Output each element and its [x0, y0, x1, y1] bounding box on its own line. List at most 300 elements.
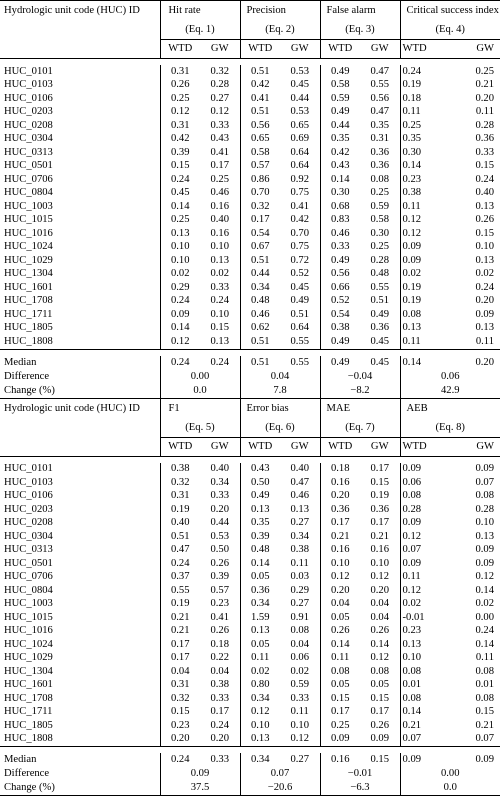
- sub-column-header: GW: [280, 437, 320, 456]
- metric-header: Hit rate: [160, 1, 240, 22]
- value-cell: 0.62: [240, 322, 280, 336]
- value-cell: 0.32: [210, 65, 230, 77]
- value-cell: 0.38: [210, 679, 230, 691]
- value-cell: 0.12: [320, 571, 360, 585]
- sub-column-header: WTD: [320, 40, 360, 59]
- value-cell: 0.70: [290, 227, 310, 239]
- value-cell: 0.13: [240, 503, 280, 517]
- huc-id-cell: HUC_1601: [4, 281, 53, 293]
- value-cell: 0.25: [400, 119, 450, 133]
- difference-value: 0.00: [400, 767, 500, 781]
- table-row: [0, 308, 500, 322]
- value-cell: 0.11: [400, 335, 450, 349]
- table-row: [0, 503, 500, 517]
- value-cell: 0.33: [475, 146, 494, 158]
- value-cell: 0.33: [290, 692, 310, 704]
- value-cell: 0.46: [290, 490, 310, 502]
- value-cell: 0.25: [370, 187, 390, 199]
- value-cell: 0.51: [240, 335, 280, 349]
- value-cell: 0.01: [400, 679, 450, 693]
- value-cell: 0.17: [370, 517, 390, 529]
- value-cell: 0.15: [160, 706, 200, 720]
- value-cell: 0.57: [210, 584, 230, 596]
- value-cell: 0.36: [475, 133, 494, 145]
- value-cell: 0.15: [160, 160, 200, 174]
- value-cell: 0.08: [400, 665, 450, 679]
- value-cell: 0.08: [320, 665, 360, 679]
- change-value: −6.3: [320, 781, 400, 796]
- id-column-header: Hydrologic unit code (HUC) ID: [0, 1, 160, 22]
- difference-value: 0.00: [160, 370, 240, 384]
- value-cell: 0.72: [290, 254, 310, 266]
- value-cell: 0.25: [370, 241, 390, 253]
- huc-id-cell: HUC_1304: [4, 665, 53, 677]
- huc-id-cell: HUC_1805: [4, 719, 53, 731]
- value-cell: 0.10: [210, 308, 230, 320]
- value-cell: 0.69: [290, 133, 310, 145]
- value-cell: 0.09: [400, 254, 450, 268]
- value-cell: 0.33: [210, 490, 230, 502]
- value-cell: 0.02: [160, 268, 200, 282]
- value-cell: 0.38: [320, 322, 360, 336]
- value-cell: 0.10: [210, 241, 230, 253]
- value-cell: 0.47: [290, 476, 310, 488]
- value-cell: 0.53: [290, 106, 310, 118]
- value-cell: 0.05: [320, 679, 360, 693]
- table-row: [0, 571, 500, 585]
- value-cell: 0.06: [400, 476, 450, 490]
- change-value: −20.6: [240, 781, 320, 796]
- value-cell: 0.05: [320, 611, 360, 625]
- blank-cell: [0, 21, 160, 40]
- metric-header: MAE: [320, 398, 400, 419]
- value-cell: 0.12: [400, 214, 450, 228]
- value-cell: 0.12: [160, 335, 200, 349]
- value-cell: 0.31: [160, 490, 200, 504]
- value-cell: 0.39: [210, 571, 230, 583]
- value-cell: 0.20: [160, 733, 200, 747]
- value-cell: 0.46: [240, 308, 280, 322]
- value-cell: 0.43: [210, 133, 230, 145]
- metric-header: False alarm: [320, 1, 400, 22]
- huc-id-cell: HUC_0501: [4, 160, 53, 172]
- value-cell: 0.55: [280, 335, 320, 349]
- value-cell: 0.15: [475, 227, 494, 239]
- value-cell: 0.55: [160, 584, 200, 598]
- equation-label: (Eq. 5): [160, 419, 240, 438]
- value-cell: 0.51: [290, 308, 310, 320]
- difference-value: −0.01: [320, 767, 400, 781]
- value-cell: 0.51: [240, 106, 280, 120]
- sub-column-header: WTD: [160, 40, 200, 59]
- huc-id-cell: HUC_0304: [4, 133, 53, 145]
- table-row: [0, 692, 500, 706]
- huc-id-cell: HUC_0101: [4, 65, 53, 77]
- value-cell: 0.10: [160, 254, 200, 268]
- value-cell: 0.10: [475, 241, 494, 253]
- equation-label: (Eq. 8): [400, 419, 500, 438]
- value-cell: 0.09: [475, 308, 494, 320]
- value-cell: 0.12: [400, 584, 450, 598]
- value-cell: 0.58: [240, 146, 280, 160]
- value-cell: 0.45: [160, 187, 200, 201]
- huc-id-cell: HUC_1708: [4, 692, 53, 704]
- value-cell: 0.66: [320, 281, 360, 295]
- value-cell: 0.06: [290, 652, 310, 664]
- value-cell: 0.51: [160, 530, 200, 544]
- value-cell: 0.17: [240, 214, 280, 228]
- table-row: [0, 187, 500, 201]
- value-cell: 0.21: [160, 611, 200, 625]
- value-cell: 0.15: [475, 160, 494, 172]
- equation-label: (Eq. 2): [240, 21, 320, 40]
- difference-value: 0.07: [240, 767, 320, 781]
- change-value: 0.0: [160, 384, 240, 399]
- block1-equation-row: [0, 21, 500, 40]
- table-row: [0, 268, 500, 282]
- value-cell: 0.40: [290, 463, 310, 475]
- value-cell: 0.11: [400, 106, 450, 120]
- value-cell: 0.21: [320, 530, 360, 544]
- huc-id-cell: HUC_0106: [4, 92, 53, 104]
- value-cell: 0.02: [210, 268, 230, 280]
- value-cell: 0.40: [210, 214, 230, 226]
- table-row: [0, 322, 500, 336]
- median-value: 0.51: [240, 356, 280, 370]
- change-value: 7.8: [240, 384, 320, 399]
- value-cell: 0.11: [400, 571, 450, 585]
- difference-value: −0.04: [320, 370, 400, 384]
- change-label: Change (%): [0, 781, 160, 796]
- value-cell: 0.53: [210, 530, 230, 542]
- value-cell: 0.24: [475, 173, 494, 185]
- huc-id-cell: HUC_0804: [4, 584, 53, 596]
- value-cell: 0.08: [370, 173, 390, 185]
- sub-column-header: WTD: [400, 40, 450, 59]
- block1-subheader-row: [0, 40, 500, 59]
- value-cell: 0.10: [320, 557, 360, 571]
- value-cell: 0.08: [475, 692, 494, 704]
- huc-id-cell: HUC_0501: [4, 557, 53, 569]
- value-cell: 0.26: [475, 214, 494, 226]
- value-cell: 0.15: [370, 476, 390, 488]
- value-cell: 0.12: [160, 106, 200, 120]
- value-cell: 0.02: [240, 665, 280, 679]
- value-cell: 0.34: [290, 530, 310, 542]
- value-cell: 0.04: [290, 638, 310, 650]
- value-cell: 0.64: [290, 146, 310, 158]
- value-cell: 0.11: [400, 200, 450, 214]
- value-cell: 0.26: [320, 625, 360, 639]
- table-row: [0, 241, 500, 255]
- value-cell: 0.50: [240, 476, 280, 490]
- value-cell: 0.30: [370, 227, 390, 239]
- equation-label: (Eq. 4): [400, 21, 500, 40]
- value-cell: 0.21: [370, 530, 390, 542]
- median-row: [0, 753, 500, 767]
- value-cell: 0.52: [290, 268, 310, 280]
- value-cell: 0.24: [210, 719, 230, 731]
- value-cell: 0.28: [400, 503, 450, 517]
- value-cell: 0.75: [290, 241, 310, 253]
- huc-id-cell: HUC_1029: [4, 652, 53, 664]
- value-cell: 0.23: [210, 598, 230, 610]
- value-cell: 0.49: [320, 254, 360, 268]
- median-value: 0.09: [400, 753, 450, 767]
- value-cell: 0.58: [370, 214, 390, 226]
- value-cell: 0.20: [320, 490, 360, 504]
- table-row: [0, 476, 500, 490]
- value-cell: 0.13: [400, 322, 450, 336]
- value-cell: 0.24: [160, 173, 200, 187]
- value-cell: 0.48: [240, 544, 280, 558]
- value-cell: 0.02: [475, 268, 494, 280]
- value-cell: 0.13: [290, 503, 310, 515]
- value-cell: 0.43: [240, 463, 280, 477]
- value-cell: 0.56: [240, 119, 280, 133]
- value-cell: 0.38: [160, 463, 200, 477]
- equation-label: (Eq. 7): [320, 419, 400, 438]
- value-cell: 0.59: [290, 679, 310, 691]
- table-row: [0, 200, 500, 214]
- sub-column-header: GW: [360, 40, 400, 59]
- huc-id-cell: HUC_0101: [4, 463, 53, 475]
- median-value: 0.09: [475, 754, 494, 765]
- value-cell: 0.02: [475, 598, 494, 610]
- value-cell: 0.07: [400, 733, 450, 747]
- value-cell: 0.14: [320, 638, 360, 652]
- difference-row: [0, 767, 500, 781]
- value-cell: 0.35: [320, 133, 360, 147]
- value-cell: 0.32: [160, 476, 200, 490]
- table-row: [0, 65, 500, 79]
- value-cell: 0.20: [320, 584, 360, 598]
- value-cell: 0.23: [400, 173, 450, 187]
- value-cell: 0.17: [370, 463, 390, 475]
- value-cell: 0.09: [475, 544, 494, 556]
- table-row: [0, 106, 500, 120]
- blank-cell: [0, 437, 160, 456]
- value-cell: 0.14: [400, 160, 450, 174]
- value-cell: 0.26: [160, 79, 200, 93]
- block2-equation-row: [0, 419, 500, 438]
- value-cell: 0.10: [475, 517, 494, 529]
- value-cell: 0.53: [290, 65, 310, 77]
- value-cell: 0.14: [160, 322, 200, 336]
- value-cell: 0.20: [210, 503, 230, 515]
- huc-id-cell: HUC_1016: [4, 227, 53, 239]
- value-cell: 0.19: [160, 598, 200, 612]
- huc-id-cell: HUC_1024: [4, 241, 53, 253]
- huc-id-cell: HUC_0313: [4, 146, 53, 158]
- median-value: 0.14: [400, 356, 450, 370]
- value-cell: 0.07: [475, 476, 494, 488]
- value-cell: 0.13: [475, 322, 494, 334]
- value-cell: 0.23: [160, 719, 200, 733]
- value-cell: 0.39: [160, 146, 200, 160]
- huc-id-cell: HUC_1808: [0, 733, 160, 747]
- table-row: [0, 79, 500, 93]
- difference-label: Difference: [4, 370, 50, 382]
- block2-header-row: [0, 398, 500, 419]
- value-cell: 0.17: [210, 160, 230, 172]
- value-cell: 0.09: [400, 557, 450, 571]
- median-value: 0.20: [475, 356, 494, 368]
- table-row: [0, 146, 500, 160]
- value-cell: 0.57: [240, 160, 280, 174]
- value-cell: 0.31: [370, 133, 390, 145]
- huc-id-cell: HUC_1711: [4, 706, 53, 718]
- value-cell: 0.24: [400, 65, 450, 79]
- table-row: [0, 638, 500, 652]
- value-cell: 0.67: [240, 241, 280, 255]
- value-cell: 0.64: [290, 160, 310, 172]
- value-cell: 0.70: [240, 187, 280, 201]
- value-cell: 0.20: [370, 584, 390, 596]
- value-cell: 0.20: [200, 733, 240, 747]
- metric-header: AEB: [400, 398, 500, 419]
- table-row: [0, 173, 500, 187]
- value-cell: 0.32: [160, 692, 200, 706]
- blank-cell: [0, 419, 160, 438]
- value-cell: 0.36: [370, 146, 390, 158]
- median-value: 0.24: [210, 356, 230, 368]
- value-cell: 0.08: [290, 625, 310, 637]
- value-cell: 0.19: [400, 79, 450, 93]
- change-label: Change (%): [0, 384, 160, 399]
- value-cell: 0.64: [290, 322, 310, 334]
- value-cell: 0.48: [240, 295, 280, 309]
- median-value: 0.34: [240, 753, 280, 767]
- table-row: [0, 214, 500, 228]
- value-cell: 0.13: [475, 530, 494, 542]
- sub-column-header: WTD: [160, 437, 200, 456]
- value-cell: 0.49: [320, 335, 360, 349]
- value-cell: 0.36: [370, 322, 390, 334]
- value-cell: 0.29: [290, 584, 310, 596]
- huc-id-cell: HUC_0203: [4, 106, 53, 118]
- value-cell: 0.19: [160, 503, 200, 517]
- huc-id-cell: HUC_1304: [4, 268, 53, 280]
- change-row: [0, 781, 500, 796]
- value-cell: 0.28: [370, 254, 390, 266]
- value-cell: 0.42: [320, 146, 360, 160]
- value-cell: 0.15: [210, 322, 230, 334]
- table-row: [0, 544, 500, 558]
- value-cell: 0.26: [370, 719, 390, 731]
- huc-id-cell: HUC_0208: [4, 119, 53, 131]
- value-cell: 0.56: [370, 92, 390, 104]
- median-label: Median: [4, 356, 37, 368]
- value-cell: 0.75: [290, 187, 310, 199]
- value-cell: 0.59: [320, 92, 360, 106]
- value-cell: 0.36: [370, 160, 390, 172]
- table-row: [0, 719, 500, 733]
- value-cell: 0.50: [210, 544, 230, 556]
- huc-id-cell: HUC_0706: [4, 173, 53, 185]
- value-cell: 0.26: [210, 625, 230, 637]
- value-cell: 0.12: [370, 571, 390, 583]
- value-cell: 0.45: [290, 79, 310, 91]
- value-cell: 0.10: [290, 719, 310, 731]
- huc-id-cell: HUC_0706: [4, 571, 53, 583]
- value-cell: 0.02: [290, 665, 310, 677]
- value-cell: 0.22: [210, 652, 230, 664]
- value-cell: 0.20: [475, 92, 494, 104]
- huc-id-cell: HUC_1029: [4, 254, 53, 266]
- value-cell: 0.12: [400, 530, 450, 544]
- value-cell: 0.09: [475, 463, 494, 475]
- value-cell: 0.65: [290, 119, 310, 131]
- value-cell: 0.09: [400, 241, 450, 255]
- value-cell: 0.38: [400, 187, 450, 201]
- huc-id-cell: HUC_0103: [4, 476, 53, 488]
- value-cell: 0.34: [240, 598, 280, 612]
- value-cell: 0.24: [475, 625, 494, 637]
- value-cell: 0.40: [475, 187, 494, 199]
- table-row: [0, 530, 500, 544]
- value-cell: 0.02: [400, 598, 450, 612]
- equation-label: (Eq. 6): [240, 419, 320, 438]
- value-cell: 0.41: [210, 611, 230, 623]
- table-row: [0, 706, 500, 720]
- median-value: 0.24: [160, 356, 200, 370]
- value-cell: 0.09: [400, 463, 450, 477]
- sub-column-header: GW: [450, 40, 500, 59]
- table-row: [0, 335, 500, 349]
- table-row: [0, 679, 500, 693]
- table-row: [0, 92, 500, 106]
- value-cell: 0.25: [475, 65, 494, 77]
- value-cell: 0.34: [210, 476, 230, 488]
- value-cell: 0.09: [475, 557, 494, 569]
- value-cell: 0.16: [210, 200, 230, 212]
- huc-id-cell: HUC_1711: [4, 308, 53, 320]
- value-cell: 0.03: [290, 571, 310, 583]
- value-cell: 0.46: [320, 227, 360, 241]
- median-row: [0, 356, 500, 370]
- value-cell: 0.13: [240, 733, 280, 747]
- value-cell: 0.12: [240, 706, 280, 720]
- value-cell: 0.30: [400, 146, 450, 160]
- value-cell: 0.24: [160, 295, 200, 309]
- value-cell: 0.09: [400, 517, 450, 531]
- value-cell: 0.54: [240, 227, 280, 241]
- huc-id-cell: HUC_1015: [4, 214, 53, 226]
- value-cell: 0.13: [160, 227, 200, 241]
- value-cell: 0.31: [160, 679, 200, 693]
- huc-id-cell: HUC_0208: [4, 517, 53, 529]
- change-row: [0, 384, 500, 399]
- sub-column-header: GW: [450, 437, 500, 456]
- value-cell: 0.34: [240, 692, 280, 706]
- change-value: 42.9: [400, 384, 500, 399]
- value-cell: 0.42: [240, 79, 280, 93]
- table-row: [0, 254, 500, 268]
- value-cell: 0.14: [475, 638, 494, 650]
- value-cell: 0.33: [210, 281, 230, 293]
- huc-id-cell: HUC_1016: [4, 625, 53, 637]
- value-cell: 0.31: [160, 65, 200, 79]
- value-cell: 0.19: [400, 281, 450, 295]
- value-cell: 0.21: [475, 79, 494, 91]
- value-cell: 0.07: [450, 733, 500, 747]
- value-cell: 0.16: [210, 227, 230, 239]
- table-row: [0, 652, 500, 666]
- value-cell: 0.08: [370, 665, 390, 677]
- huc-id-cell: HUC_0103: [4, 79, 53, 91]
- table-row: [0, 227, 500, 241]
